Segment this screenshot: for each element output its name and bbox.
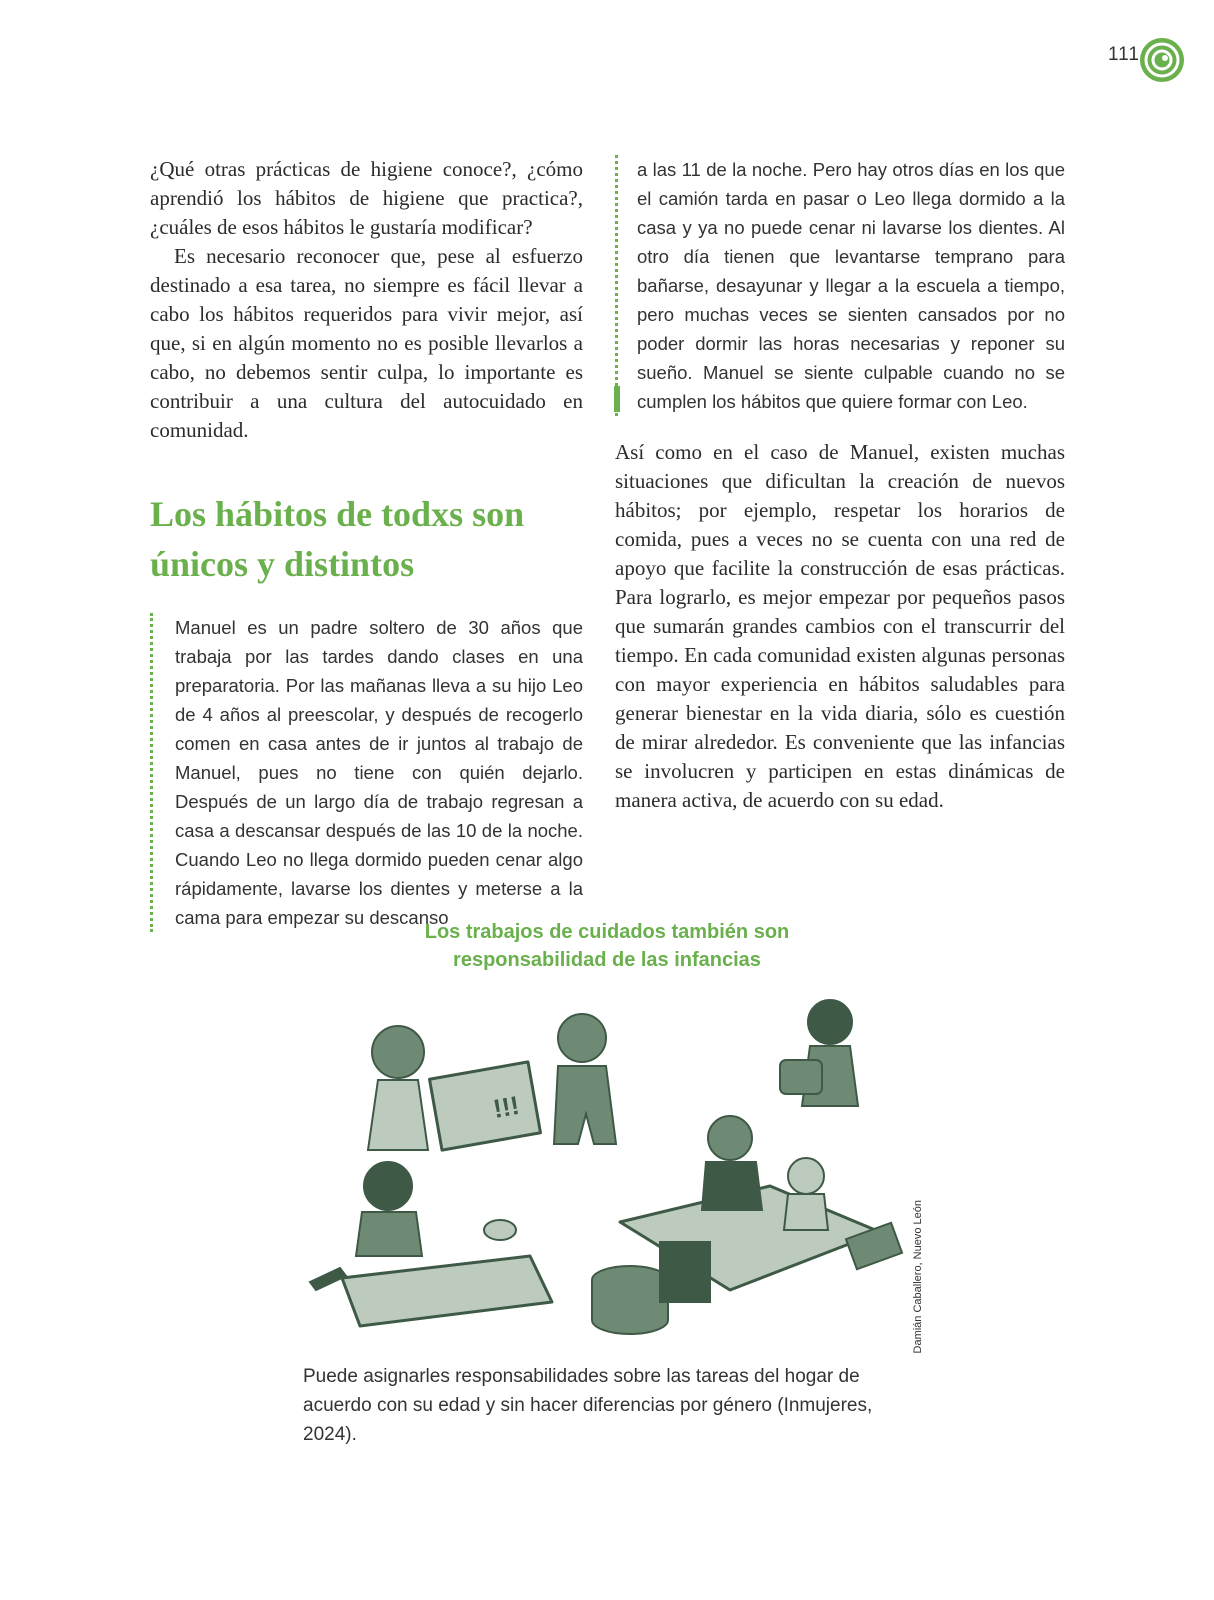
small-bucket	[484, 1220, 516, 1240]
green-spiral-emblem-icon	[1138, 36, 1186, 84]
closing-paragraph	[615, 438, 1065, 815]
child-4-body	[356, 1212, 422, 1256]
pot-with-utensils	[660, 1242, 710, 1302]
child-4-head	[364, 1162, 412, 1210]
story-part-2: a las 11 de la noche. Pero hay otros días en los que el camión tarda en pasar o Leo llega dormido a la casa y ya no puede cenar ni lavarse los dientes. Al otro día tienen que levantarse temprano para bañarse, desayunar y llegar a la escuela a tiempo, pero muchas veces se sienten cansados por no poder dormir las horas necesarias y reponer su sueño. Manuel se siente culpable cuando no se cumplen los hábitos que quiere formar con Leo.	[637, 159, 1065, 412]
child-5-body	[702, 1162, 762, 1210]
figure-title	[0, 918, 1214, 974]
child-3-head	[808, 1000, 852, 1044]
floor-mat-left	[342, 1256, 552, 1326]
bucket-carried	[780, 1060, 822, 1094]
closing-paragraph-text: Así como en el caso de Manuel, existen muchas situaciones que dificultan la creación de nuevos hábitos; por ejemplo, respetar los horarios de comida, pues a veces no se cuenta con una red de apoyo que facilite la construcción de esas prácticas. Para lograrlo, es mejor empezar por pequeños pasos que sumarán grandes cambios con el transcurrir del tiempo. En cada comunidad existen algunas personas con mayor experiencia en hábitos saludables para generar bienestar en la vida diaria, sólo es cuestión de mirar alrededor. Es conveniente que las infancias se involucren y participen en estas dinámicas de manera activa, de acuerdo con su edad.	[615, 440, 1065, 812]
story-box-left	[150, 613, 583, 932]
illustration-credit: Damián Caballero, Nuevo León	[912, 1200, 924, 1354]
children-chores-illustration	[290, 990, 930, 1350]
figure-title-line-2: responsabilidad de las infancias	[453, 949, 761, 971]
child-6-body	[784, 1194, 828, 1230]
child-1-body	[368, 1080, 428, 1150]
page-number: 111	[1108, 44, 1140, 65]
right-column	[615, 155, 1065, 815]
intro-paragraph: Es necesario reconocer que, pese al esfuerzo destinado a esa tarea, no siempre es fácil llevar a cabo los hábitos requeridos para vivir mejor, así que, si en algún momento no es posible llevarlos a cabo, no debemos sentir culpa, lo importante es contribuir a una cultura del autocuidado en comunidad.	[150, 244, 583, 442]
green-bar-marker	[614, 386, 620, 412]
figure-title-line-1: Los trabajos de cuidados también son	[424, 921, 790, 943]
sign-text: !!!	[490, 1089, 522, 1124]
child-6-head	[788, 1158, 824, 1194]
story-part-1: Manuel es un padre soltero de 30 años que trabaja por las tardes dando clases en una preparatoria. Por las mañanas lleva a su hijo Leo de 4 años al preescolar, y después de recogerlo comen en casa antes de ir juntos al trabajo de Manuel, pues no tiene con quién dejarlo. Después de un largo día de trabajo regresan a casa a descansar después de las 10 de la noche. Cuando Leo no llega dormido pueden cenar algo rápidamente, lavarse los dientes y meterse a la cama para empezar su descanso	[175, 617, 583, 928]
story-box-right	[615, 155, 1065, 416]
figure-caption: Puede asignarles responsabilidades sobre las tareas del hogar de acuerdo con su edad y sin hacer diferencias por género (Inmujeres, 2024).	[303, 1366, 873, 1445]
intro-text	[150, 155, 583, 445]
child-2-head	[558, 1014, 606, 1062]
paint-bucket	[592, 1280, 668, 1334]
section-heading: Los hábitos de todxs son únicos y distintos	[150, 494, 525, 584]
intro-questions: ¿Qué otras prácticas de higiene conoce?, ¿cómo aprendió los hábitos de higiene que practica?, ¿cuáles de esos hábitos le gustaría modificar?	[150, 157, 583, 239]
child-5-head	[708, 1116, 752, 1160]
scraper-tool	[310, 1268, 346, 1290]
left-column	[150, 155, 583, 932]
picture-sign	[430, 1062, 541, 1150]
child-1-head	[372, 1026, 424, 1078]
child-2-body	[554, 1066, 616, 1144]
dotted-divider	[615, 155, 618, 416]
